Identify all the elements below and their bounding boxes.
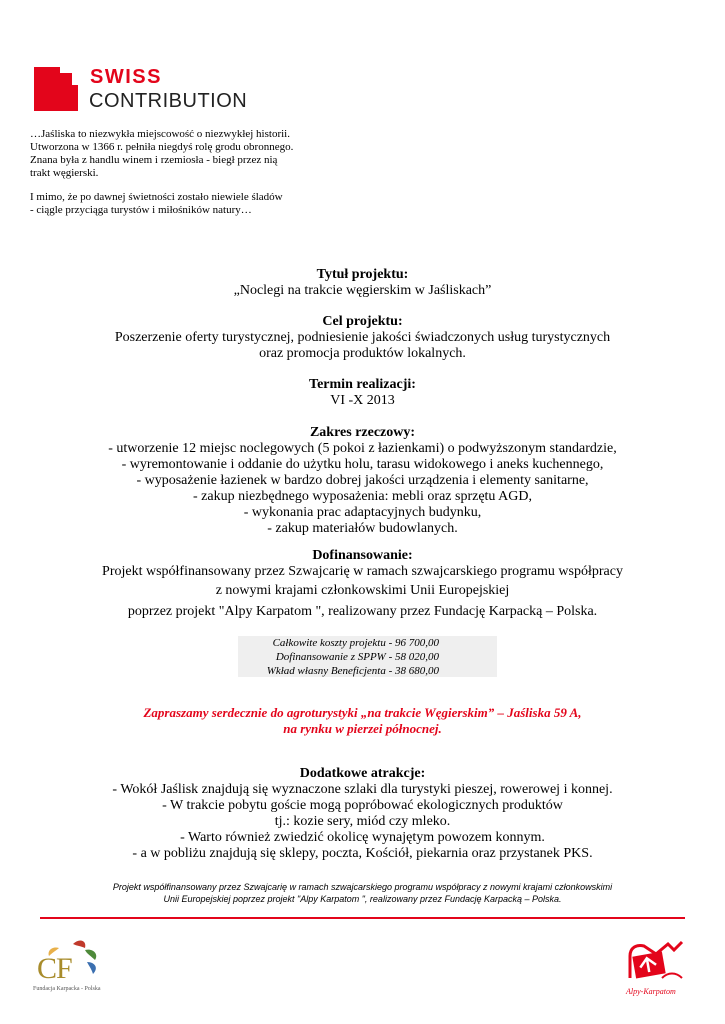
fundacja-caption: Fundacja Karpacka - Polska	[33, 986, 101, 992]
section-line: Projekt współfinansowany przez Szwajcarię w ramach szwajcarskiego programu współpracy	[102, 564, 623, 579]
section-line: VI -X 2013	[330, 393, 395, 408]
section-line: - zakup niezbędnego wyposażenia: mebli oraz sprzętu AGD,	[193, 489, 532, 504]
cf-monogram: CF	[37, 952, 72, 985]
costs-box	[238, 636, 497, 677]
intro-text	[30, 128, 370, 228]
section-project-goal	[0, 314, 725, 362]
cost-row: Dofinansowanie z SPPW - 58 020,00	[275, 651, 439, 663]
section-line: - wykonania prac adaptacyjnych budynku,	[243, 505, 482, 520]
section-line: - wyremontowanie i oddanie do użytku holu, tarasu widokowego i aneks kuchennego,	[121, 457, 604, 472]
section-heading: Dodatkowe atrakcje:	[299, 766, 426, 781]
section-term	[0, 377, 725, 409]
section-line: Poszerzenie oferty turystycznej, podniesienie jakości świadczonych usług turystycznych	[114, 330, 611, 345]
footnote-line: Unii Europejskiej poprzez projekt "Alpy Karpatom ", realizowany przez Fundację Karpacką – Polska.	[163, 894, 562, 904]
intro-line: I mimo, że po dawnej świetności zostało niewiele śladów	[30, 191, 283, 203]
section-extra-attractions	[0, 766, 725, 862]
footnote-line: Projekt współfinansowany przez Szwajcarię w ramach szwajcarskiego programu współpracy z nowymi krajami członkowskimi	[112, 882, 613, 892]
invitation-line: na rynku w pierzei północnej.	[283, 721, 442, 736]
invitation-line: Zapraszamy serdecznie do agroturystyki „na trakcie Węgierskim” – Jaśliska 59 A,	[143, 705, 582, 720]
footer-divider	[40, 917, 685, 919]
invitation	[0, 705, 725, 737]
intro-line: Znana była z handlu winem i rzemiosła - biegł przez nią	[30, 154, 278, 166]
section-line: - wyposażenie łazienek w bardzo dobrej jakości urządzenia i elementy sanitarne,	[136, 473, 589, 488]
section-line: oraz promocja produktów lokalnych.	[259, 346, 466, 361]
section-heading: Zakres rzeczowy:	[309, 425, 416, 440]
section-heading: Cel projektu:	[322, 314, 403, 329]
section-heading: Termin realizacji:	[309, 377, 416, 392]
section-line: poprzez projekt "Alpy Karpatom ", realizowany przez Fundację Karpacką – Polska.	[127, 604, 598, 619]
fundacja-karpacka-logo	[33, 938, 113, 998]
intro-line: Utworzona w 1366 r. pełniła niegdyś rolę grodu obronnego.	[30, 141, 294, 153]
cost-row: Całkowite koszty projektu - 96 700,00	[272, 637, 439, 649]
section-line: - Warto również zwiedzić okolicę wynajętym powozem konnym.	[180, 830, 545, 845]
intro-line: …Jaśliska to niezwykła miejscowość o niezwykłej historii.	[30, 128, 290, 140]
section-line: - Wokół Jaślisk znajdują się wyznaczone szlaki dla turystyki pieszej, rowerowej i konnej.	[112, 782, 613, 797]
section-line: - a w pobliżu znajdują się sklepy, poczta, Kościół, piekarnia oraz przystanek PKS.	[132, 846, 593, 861]
section-heading: Dofinansowanie:	[312, 548, 413, 563]
brand-contribution: CONTRIBUTION	[89, 90, 248, 112]
section-line: - utworzenie 12 miejsc noclegowych (5 pokoi z łazienkami) o podwyższonym standardzie,	[108, 441, 617, 456]
intro-line: trakt węgierski.	[30, 167, 99, 179]
section-scope	[0, 425, 725, 537]
footnote	[0, 881, 725, 905]
cost-row: Wkład własny Beneficjenta - 38 680,00	[266, 665, 439, 677]
intro-line: - ciągle przyciąga turystów i miłośników natury…	[30, 204, 252, 216]
alpy-karpatom-logo	[622, 938, 690, 998]
section-heading: Tytuł projektu:	[316, 267, 409, 282]
section-line: tj.: kozie sery, miód czy mleko.	[274, 814, 451, 829]
section-line: z nowymi krajami członkowskimi Unii Europejskiej	[215, 583, 510, 598]
section-funding	[0, 548, 725, 620]
brand-swiss: SWISS	[90, 66, 162, 88]
section-project-title	[0, 267, 725, 299]
section-line: - W trakcie pobytu goście mogą popróbować ekologicznych produktów	[162, 798, 563, 813]
section-line: - zakup materiałów budowlanych.	[267, 521, 458, 536]
section-line: „Noclegi na trakcie węgierskim w Jaśliskach”	[233, 283, 492, 298]
swiss-contribution-logo-mark	[34, 67, 78, 111]
alpy-karpatom-caption: Alpy-Karpatom	[626, 987, 676, 996]
